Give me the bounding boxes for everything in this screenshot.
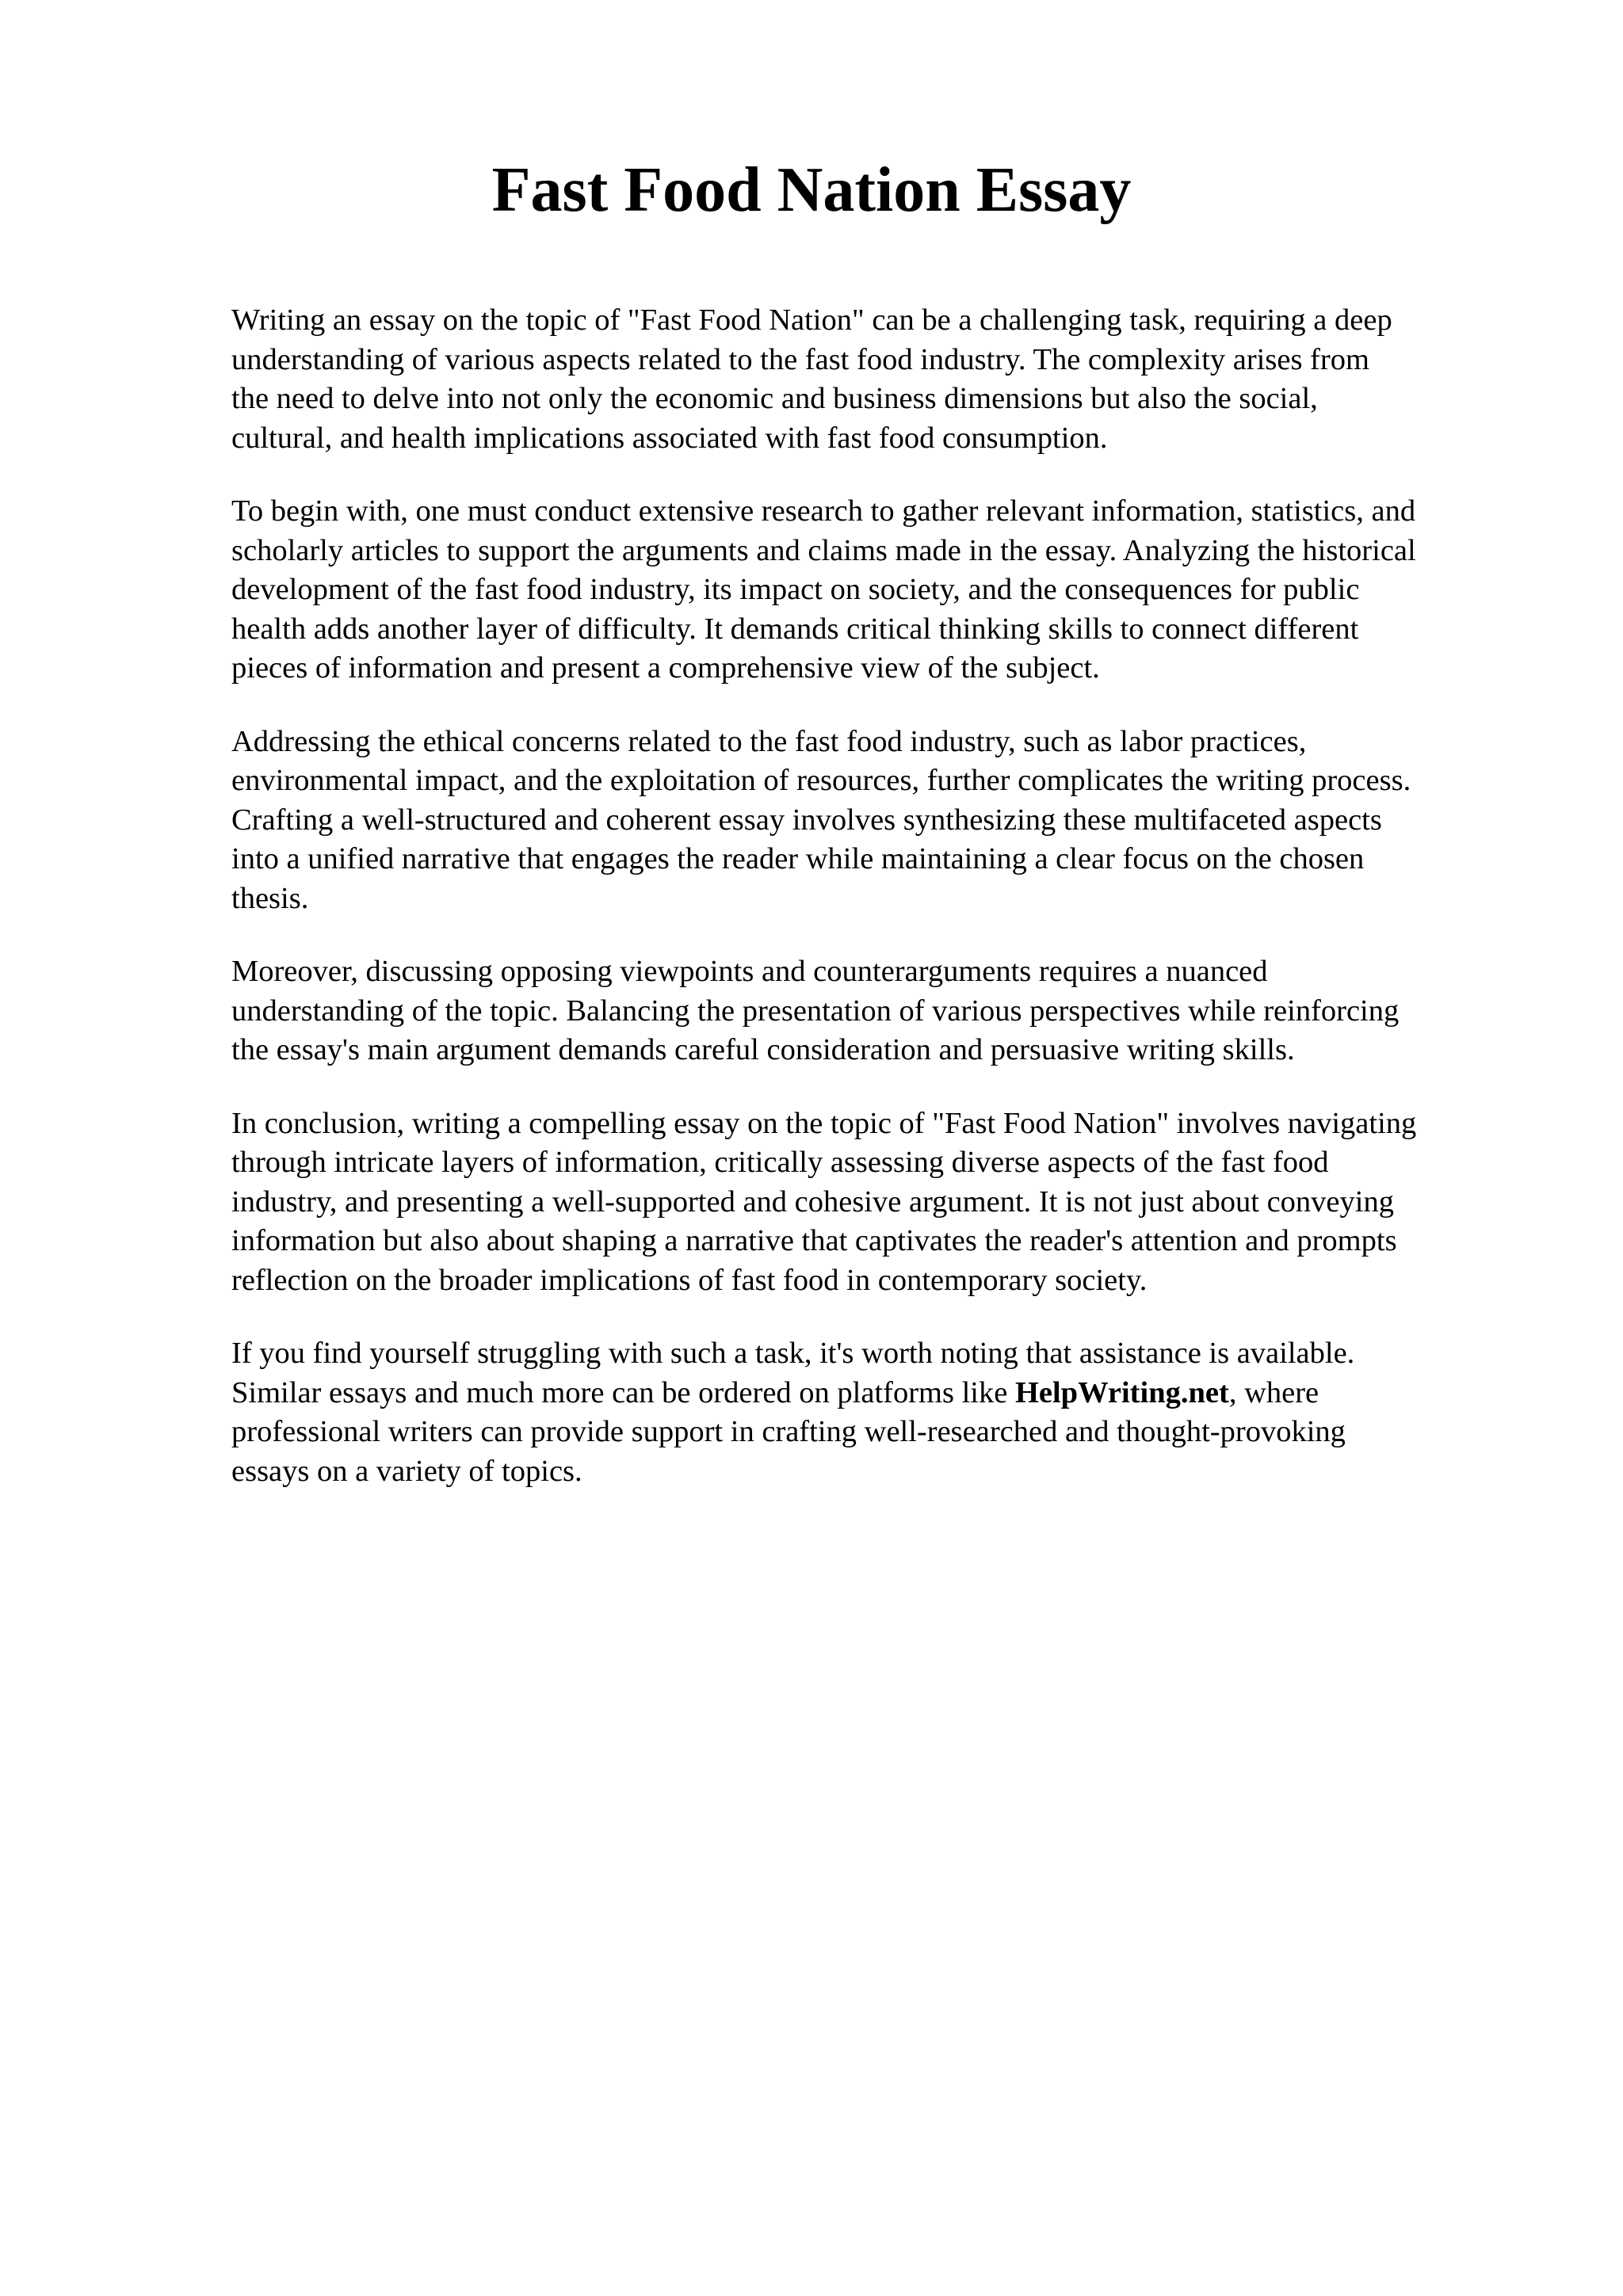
text-line: Addressing the ethical concerns related to the fast food industry, such as labor practices, xyxy=(231,724,1307,758)
text-line: understanding of the topic. Balancing the presentation of various perspectives while reinforcing xyxy=(231,994,1400,1028)
text-line: the essay's main argument demands careful consideration and persuasive writing skills. xyxy=(231,1033,1295,1066)
text-line: scholarly articles to support the arguments and claims made in the essay. Analyzing the historical xyxy=(231,533,1416,567)
text-line: essays on a variety of topics. xyxy=(231,1454,582,1488)
text-line xyxy=(231,1374,1531,1413)
text-segment: , where xyxy=(1228,1375,1319,1409)
paragraph-viewpoints xyxy=(231,952,1531,1070)
text-line: If you find yourself struggling with such a task, it's worth noting that assistance is available. xyxy=(231,1337,1355,1370)
text-line: reflection on the broader implications of fast food in contemporary society. xyxy=(231,1263,1148,1297)
text-line: In conclusion, writing a compelling essay on the topic of "Fast Food Nation" involves navigating xyxy=(231,1106,1417,1140)
text-line: understanding of various aspects related to the fast food industry. The complexity arises from xyxy=(231,342,1369,376)
text-line: environmental impact, and the exploitation of resources, further complicates the writing process. xyxy=(231,764,1411,797)
text-line: development of the fast food industry, its impact on society, and the consequences for public xyxy=(231,573,1360,606)
text-line: professional writers can provide support in crafting well-researched and thought-provoking xyxy=(231,1415,1346,1448)
text-line: information but also about shaping a narrative that captivates the reader's attention and prompts xyxy=(231,1224,1397,1257)
helpwriting-brand-text: HelpWriting.net xyxy=(1014,1375,1229,1409)
essay-body xyxy=(231,301,1531,1525)
text-line: Moreover, discussing opposing viewpoints and counterarguments requires a nuanced xyxy=(231,955,1268,988)
text-line: into a unified narrative that engages the reader while maintaining a clear focus on the chosen xyxy=(231,842,1365,875)
text-line: pieces of information and present a comprehensive view of the subject. xyxy=(231,651,1100,685)
text-line: industry, and presenting a well-supported and cohesive argument. It is not just about conveying xyxy=(231,1184,1394,1219)
paragraph-assistance xyxy=(231,1334,1531,1491)
paragraph-research xyxy=(231,492,1531,688)
text-line: To begin with, one must conduct extensive research to gather relevant information, statistics, and xyxy=(231,494,1416,528)
paragraph-ethics xyxy=(231,723,1531,919)
text-line: through intricate layers of information, critically assessing diverse aspects of the fast food xyxy=(231,1146,1329,1179)
text-line: health adds another layer of difficulty. It demands critical thinking skills to connect different xyxy=(231,612,1359,646)
text-line: thesis. xyxy=(231,881,309,915)
text-line: cultural, and health implications associated with fast food consumption. xyxy=(231,421,1108,455)
paragraph-intro xyxy=(231,301,1531,458)
text-line: the need to delve into not only the economic and business dimensions but also the social, xyxy=(231,382,1318,415)
document-title: Fast Food Nation Essay xyxy=(491,155,1132,225)
text-line: Crafting a well-structured and coherent essay involves synthesizing these multifaceted aspects xyxy=(231,803,1382,837)
text-line: Writing an essay on the topic of "Fast Food Nation" can be a challenging task, requiring a deep xyxy=(231,303,1392,337)
text-segment: Similar essays and much more can be ordered on platforms like xyxy=(231,1375,1015,1409)
paragraph-conclusion xyxy=(231,1104,1531,1301)
